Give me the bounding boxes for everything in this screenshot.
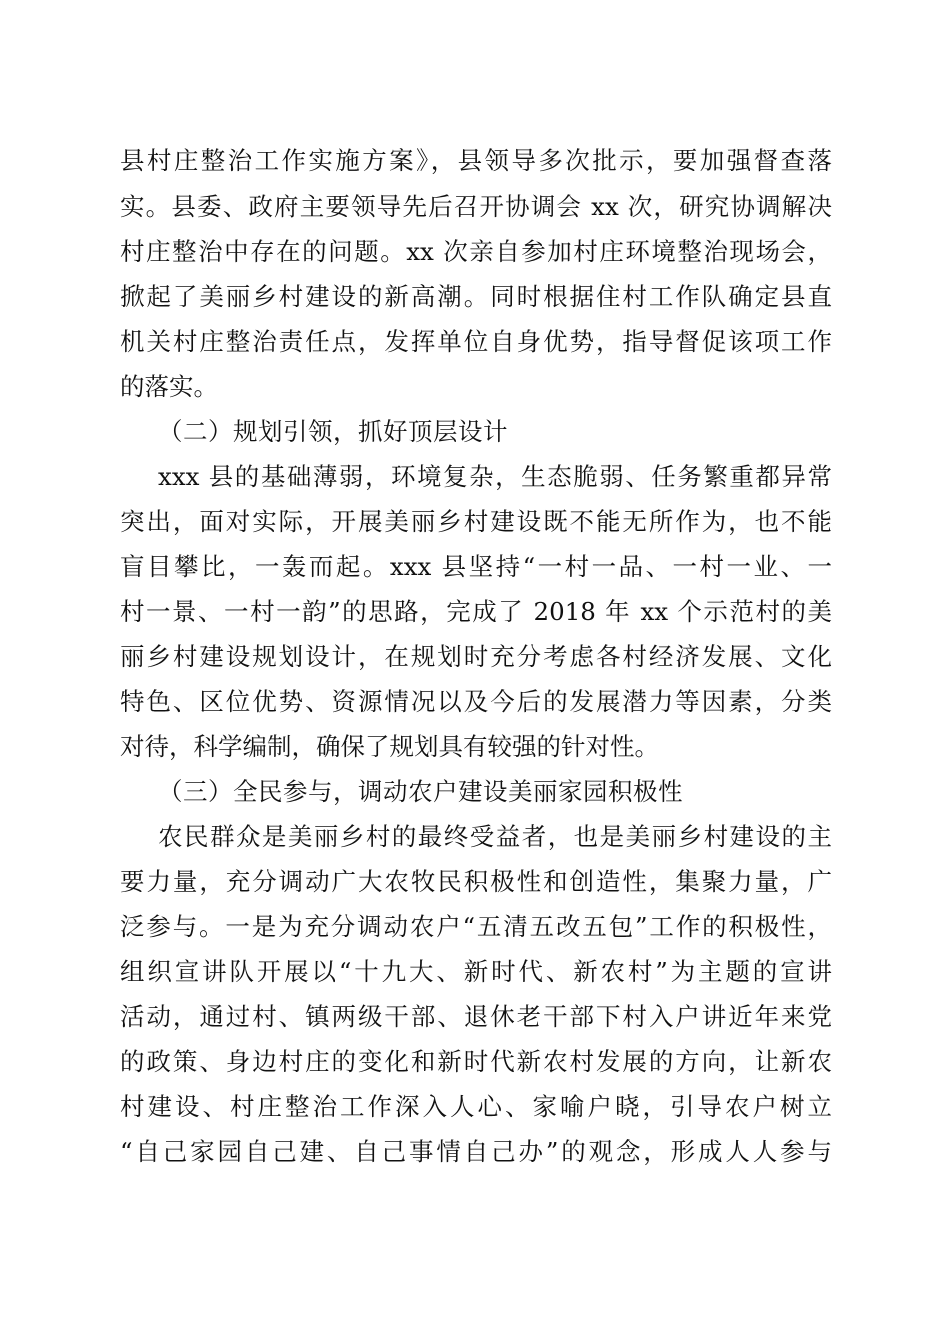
paragraph-3-line-8: “自己家园自己建、自己事情自己办”的观念，形成人人参与	[120, 1137, 832, 1166]
paragraph-1-line-2: 实。县委、政府主要领导先后召开协调会 xx 次，研究协调解决	[120, 192, 832, 221]
paragraph-1-line-1: 县村庄整治工作实施方案》，县领导多次批示，要加强督查落	[120, 146, 832, 175]
paragraph-3-line-4: 组织宣讲队开展以“十九大、新时代、新农村”为主题的宣讲	[120, 957, 832, 986]
paragraph-2-line-3: 盲目攀比，一轰而起。xxx 县坚持“一村一品、一村一业、一	[120, 552, 832, 581]
section-heading-2: （二）规划引领，抓好顶层设计	[158, 417, 508, 446]
paragraph-3-line-1: 农民群众是美丽乡村的最终受益者，也是美丽乡村建设的主	[158, 822, 832, 851]
paragraph-3-line-7: 村建设、村庄整治工作深入人心、家喻户晓，引导农户树立	[120, 1092, 832, 1121]
paragraph-2-line-2: 突出，面对实际，开展美丽乡村建设既不能无所作为，也不能	[120, 507, 832, 536]
paragraph-3-line-5: 活动，通过村、镇两级干部、退休老干部下村入户讲近年来党	[120, 1002, 832, 1031]
paragraph-2-line-1: xxx 县的基础薄弱，环境复杂，生态脆弱、任务繁重都异常	[158, 462, 832, 491]
paragraph-1-line-5: 机关村庄整治责任点，发挥单位自身优势，指导督促该项工作	[120, 327, 832, 356]
paragraph-2-line-4: 村一景、一村一韵”的思路，完成了 2018 年 xx 个示范村的美	[120, 597, 832, 626]
paragraph-1-line-6: 的落实。	[120, 372, 218, 401]
section-heading-3: （三）全民参与，调动农户建设美丽家园积极性	[158, 777, 683, 806]
paragraph-2-line-6: 特色、区位优势、资源情况以及今后的发展潜力等因素，分类	[120, 687, 832, 716]
paragraph-3-line-6: 的政策、身边村庄的变化和新时代新农村发展的方向，让新农	[120, 1047, 832, 1076]
paragraph-1-line-4: 掀起了美丽乡村建设的新高潮。同时根据住村工作队确定县直	[120, 282, 832, 311]
paragraph-1-line-3: 村庄整治中存在的问题。xx 次亲自参加村庄环境整治现场会，	[120, 237, 832, 266]
paragraph-2-line-7: 对待，科学编制，确保了规划具有较强的针对性。	[120, 732, 659, 761]
paragraph-3-line-2: 要力量，充分调动广大农牧民积极性和创造性，集聚力量，广	[120, 867, 832, 896]
paragraph-3-line-3: 泛参与。一是为充分调动农户“五清五改五包”工作的积极性，	[120, 912, 832, 941]
paragraph-2-line-5: 丽乡村建设规划设计，在规划时充分考虑各村经济发展、文化	[120, 642, 832, 671]
